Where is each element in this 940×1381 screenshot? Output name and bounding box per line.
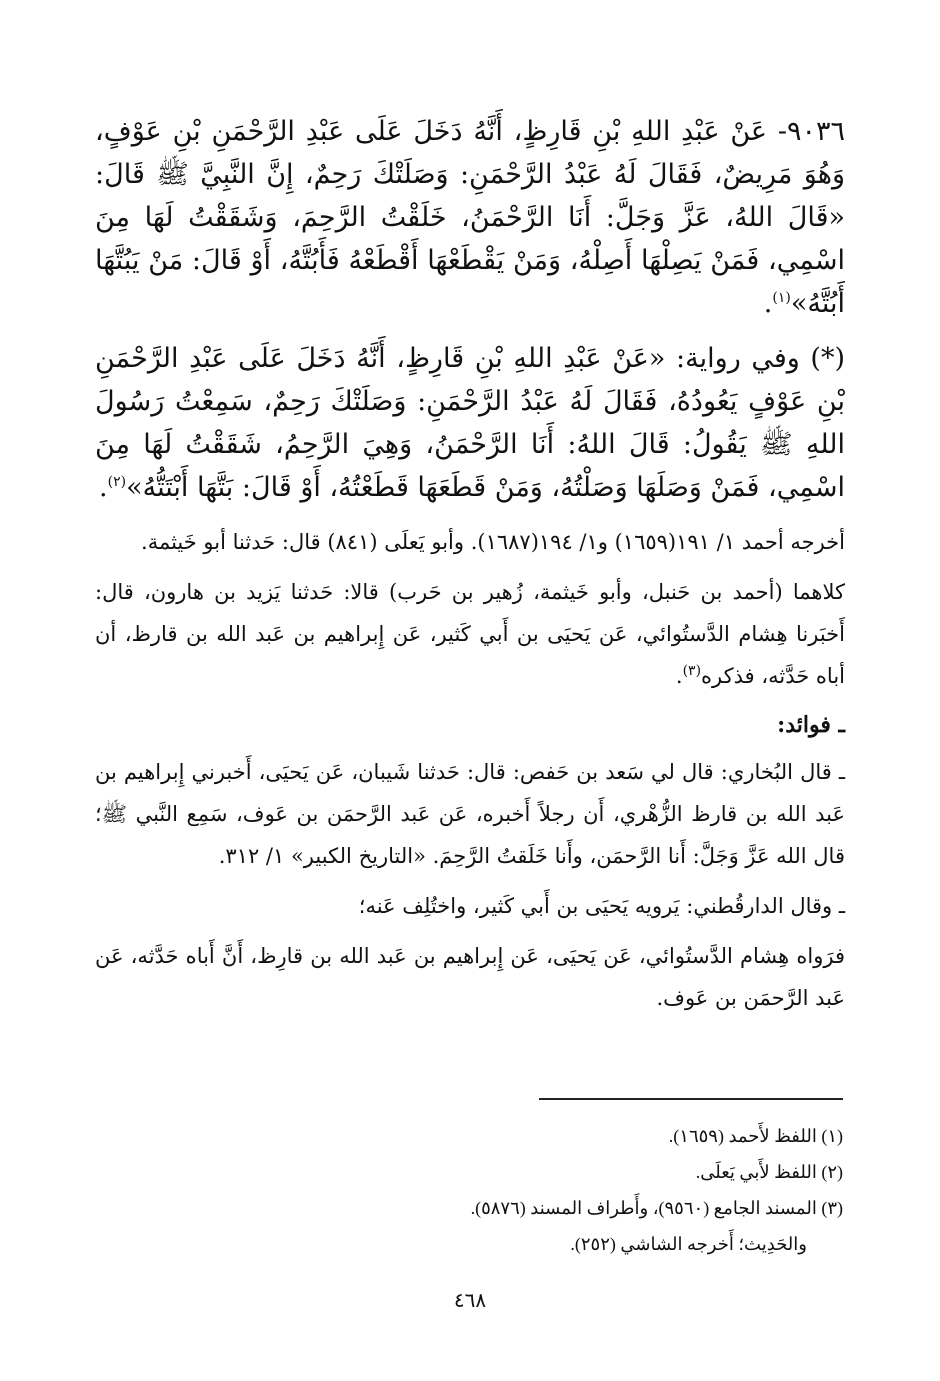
fawaid-daraqutni: ـ وقال الدارقُطني: يَرويه يَحيَى بن أَبي كَثير، واختُلِف عَنه؛	[358, 894, 845, 918]
takhrij-paragraph-2: كلاهما (أحمد بن حَنبل، وأبو خَيثمة، زُهير بن حَرب) قالا: حَدثنا يَزيد بن هارون، قال: أَخبَرنا هِشام الدَّستُوائي، عَن يَحيَى بن أَبي كَثير، عَن إِبراهيم بن عَبد الله بن قارظ، أن أباه حَدَّثه، فذكره$^{(٣)}$.	[95, 580, 845, 688]
footnote-ref-1[interactable]: (١)	[772, 290, 791, 306]
footnote-ref-2[interactable]: (٢)	[107, 474, 127, 490]
riwaya-text: (*) وفي رواية: «عَنْ عَبْدِ اللهِ بْنِ قَارِظٍ، أَنَّهُ دَخَلَ عَلَى عَبْدِ الرَّحْمَنِ بْنِ عَوْفٍ يَعُودُهُ، فَقَالَ لَهُ عَبْدُ الرَّحْمَنِ: وَصَلَتْكَ رَحِمٌ، سَمِعْتُ رَسُولَ اللهِ ﷺ يَقُولُ: قَالَ اللهُ: أَنَا الرَّحْمَنُ، وَهِيَ الرَّحِمُ، شَقَقْتُ لَهَا مِنَ اسْمِي، فَمَنْ وَصَلَهَا وَصَلْتُهُ، وَمَنْ قَطَعَهَا قَطَعْتُهُ، أَوْ قَالَ: بَتَّهَا أَبْتَتُّهُ»	[95, 343, 845, 503]
footnote-1: (١) اللفظ لأَحمد (١٦٥٩).	[668, 1126, 843, 1146]
footnote-3: (٣) المسند الجامع (٩٥٦٠)، وأَطراف المسند (٥٨٧٦).	[470, 1198, 843, 1218]
footnotes	[93, 1118, 843, 1262]
page-body	[95, 110, 845, 1027]
hadith-text: ٩٠٣٦- عَنْ عَبْدِ اللهِ بْنِ قَارِظٍ، أَنَّهُ دَخَلَ عَلَى عَبْدِ الرَّحْمَنِ بْنِ عَوْفٍ، وَهُوَ مَرِيضٌ، فَقَالَ لَهُ عَبْدُ الرَّحْمَنِ: وَصَلَتْكَ رَحِمٌ، إِنَّ النَّبِيَّ ﷺ قَالَ: «قَالَ اللهُ، عَزَّ وَجَلَّ: أَنَا الرَّحْمَنُ، خَلَقْتُ الرَّحِمَ، وَشَقَقْتُ لَهَا مِنَ اسْمِي، فَمَنْ يَصِلْهَا أَصِلْهُ، وَمَنْ يَقْطَعْهَا أَقْطَعْهُ فَأَبُتَّهُ، أَوْ قَالَ: مَنْ يَبُتَّهَا أَبُتَّهُ»	[95, 116, 845, 319]
footnote-divider	[539, 1098, 843, 1100]
hadith-main: ٩٠٣٦- عَنْ عَبْدِ اللهِ بْنِ قَارِظٍ، أَنَّهُ دَخَلَ عَلَى عَبْدِ الرَّحْمَنِ بْنِ عَوْفٍ، وَهُوَ مَرِيضٌ، فَقَالَ لَهُ عَبْدُ الرَّحْمَنِ: وَصَلَتْكَ رَحِمٌ، إِنَّ النَّبِيَّ ﷺ قَالَ: «قَالَ اللهُ، عَزَّ وَجَلَّ: أَنَا الرَّحْمَنُ، خَلَقْتُ الرَّحِمَ، وَشَقَقْتُ لَهَا مِنَ اسْمِي، فَمَنْ يَصِلْهَا أَصِلْهُ، وَمَنْ يَقْطَعْهَا أَقْطَعْهُ فَأَبُتَّهُ، أَوْ قَالَ: مَنْ يَبُتَّهَا أَبُتَّهُ»$^{(١)}$.	[95, 116, 845, 319]
fawaid-hisham: فرَواه هِشام الدَّستُوائي، عَن يَحيَى، عَن إِبراهيم بن عَبد الله بن قارِظ، أَنَّ أَباه حَدَّثه، عَن عَبد الرَّحمَن بن عَوف.	[95, 944, 845, 1010]
takhrij-text-2: كلاهما (أحمد بن حَنبل، وأبو خَيثمة، زُهير بن حَرب) قالا: حَدثنا يَزيد بن هارون، قال: أَخبَرنا هِشام الدَّستُوائي، عَن يَحيَى بن أَبي كَثير، عَن إِبراهيم بن عَبد الله بن قارظ، أن أباه حَدَّثه، فذكره	[95, 580, 845, 688]
page-number: ٤٦٨	[453, 1288, 487, 1312]
hadith-riwaya: (*) وفي رواية: «عَنْ عَبْدِ اللهِ بْنِ قَارِظٍ، أَنَّهُ دَخَلَ عَلَى عَبْدِ الرَّحْمَنِ بْنِ عَوْفٍ يَعُودُهُ، فَقَالَ لَهُ عَبْدُ الرَّحْمَنِ: وَصَلَتْكَ رَحِمٌ، سَمِعْتُ رَسُولَ اللهِ ﷺ يَقُولُ: قَالَ اللهُ: أَنَا الرَّحْمَنُ، وَهِيَ الرَّحِمُ، شَقَقْتُ لَهَا مِنَ اسْمِي، فَمَنْ وَصَلَهَا وَصَلْتُهُ، وَمَنْ قَطَعَهَا قَطَعْتُهُ، أَوْ قَالَ: بَتَّهَا أَبْتَتُّهُ»$^{(٢)}$.	[95, 343, 845, 503]
footnote-ref-3[interactable]: (٣)	[682, 663, 702, 679]
fawaid-heading: ـ فوائد:	[777, 712, 845, 738]
footnote-3-continued: والحَدِيث؛ أَخرجه الشاشي (٢٥٢).	[570, 1234, 807, 1254]
takhrij-paragraph-1: أخرجه أحمد ١/ ١٩١(١٦٥٩) و١/ ١٩٤(١٦٨٧). وأبو يَعلَى (٨٤١) قال: حَدثنا أبو خَيثمة.	[141, 530, 845, 554]
fawaid-bukhari: ـ قال البُخاري: قال لي سَعد بن حَفص: قال: حَدثنا شَيبان، عَن يَحيَى، أَخبرني إِبراهيم بن عَبد الله بن قارظ الزُّهْري، أَن رجلاً أَخبره، عَن عَبد الرَّحمَن بن عَوف، سَمِع النَّبي ﷺ؛ قال الله عَزَّ وَجَلَّ: أَنا الرَّحمَن، وأَنا خَلَقتُ الرَّحِمَ. «التاريخ الكبير» ١/ ٣١٢.	[95, 760, 845, 868]
footnote-2: (٢) اللفظ لأَبي يَعلَى.	[695, 1162, 843, 1182]
